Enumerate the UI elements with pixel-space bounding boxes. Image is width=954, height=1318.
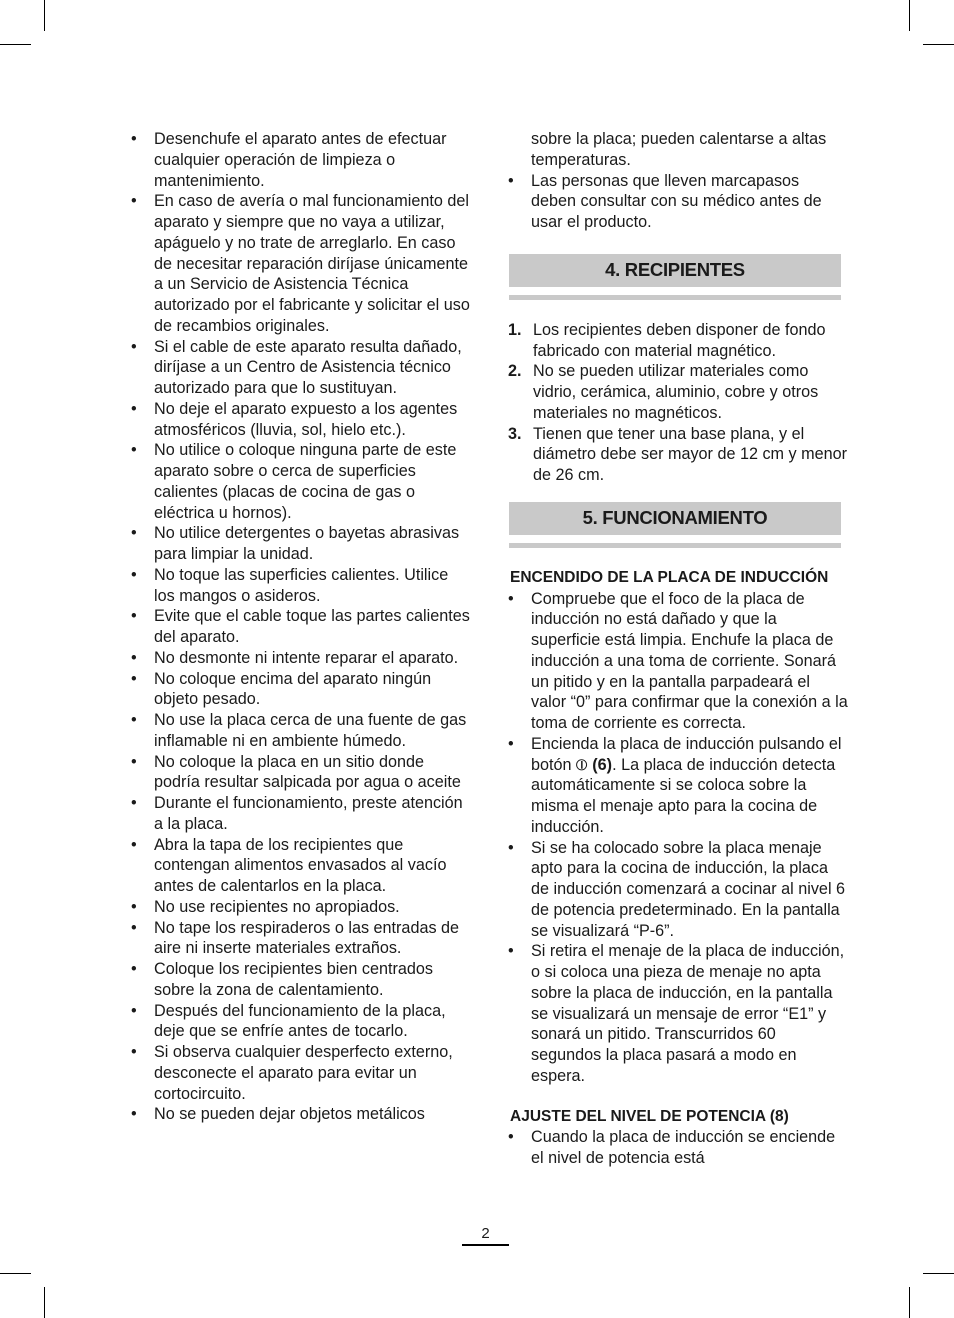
- list-item: • No desmonte ni intente reparar el aparato.: [131, 648, 459, 667]
- list-item: • Si observa cualquier desperfecto externo, desconecte el aparato para evitar un cortocircuito.: [131, 1043, 453, 1103]
- numbered-item: 2. No se pueden utilizar materiales como vidrio, cerámica, aluminio, cobre y otros materiales no magnéticos.: [508, 362, 819, 422]
- crop-mark-top-left-horizontal: [0, 44, 31, 45]
- list-item: • No use recipientes no apropiados.: [131, 897, 400, 916]
- list-item: • No toque las superficies calientes. Utilice los mangos o asideros.: [131, 565, 449, 605]
- left-column: [131, 129, 471, 1125]
- continued-text: sobre la placa; pueden calentarse a altas temperaturas.: [531, 130, 827, 169]
- list-item: • No use la placa cerca de una fuente de gas inflamable ni en ambiente húmedo.: [131, 711, 467, 750]
- list-item: • Si se ha colocado sobre la placa menaje apto para la cocina de inducción, la placa de inducción comenzará a cocinar al nivel 6 de potencia predeterminado. En la pantalla se visualizará “P-6”.: [508, 838, 846, 940]
- list-item: • No deje el aparato expuesto a los agentes atmosféricos (lluvia, sol, hielo etc.).: [131, 399, 458, 439]
- pacemaker-list: [508, 171, 848, 233]
- crop-mark-top-right-horizontal: [923, 44, 954, 45]
- list-item: • Desenchufe el aparato antes de efectuar cualquier operación de limpieza o mantenimiento.: [131, 130, 447, 190]
- subheading-encendido: ENCENDIDO DE LA PLACA DE INDUCCIÓN: [510, 568, 829, 586]
- safety-list: [131, 129, 471, 1125]
- crop-mark-bottom-right-horizontal: [923, 1273, 954, 1274]
- section-heading-recipientes: 4. RECIPIENTES: [509, 254, 841, 287]
- subheading-ajuste-potencia: AJUSTE DEL NIVEL DE POTENCIA (8): [510, 1107, 789, 1125]
- page-number-rule: [462, 1244, 509, 1246]
- list-item: • No utilice detergentes o bayetas abrasivas para limpiar la unidad.: [131, 524, 460, 563]
- list-item: • Si el cable de este aparato resulta dañado, diríjase a un Centro de Asistencia técnico autorizado para que lo sustituyan.: [131, 337, 462, 397]
- list-item: • Coloque los recipientes bien centrados sobre la zona de calentamiento.: [131, 960, 433, 999]
- power-icon: ⦶: [576, 755, 588, 774]
- crop-mark-bottom-left-horizontal: [0, 1273, 31, 1274]
- list-item: • Compruebe que el foco de la placa de inducción no está dañado y que la superficie está limpia. Enchufe la placa de inducción a una toma de corriente. Sonará un pitido y en la pantalla parpadeará el valor “0” para confirmar que la conexión a la toma de corriente es correcta.: [508, 589, 848, 732]
- numbered-item: 1. Los recipientes deben disponer de fondo fabricado con material magnético.: [508, 320, 826, 360]
- list-item: • No tape los respiraderos o las entradas de aire ni inserte materiales extraños.: [131, 918, 460, 958]
- list-item: • Abra la tapa de los recipientes que contengan alimentos envasados al vacío antes de calentarlos en la placa.: [131, 835, 447, 895]
- list-item: • Evite que el cable toque las partes calientes del aparato.: [131, 607, 470, 646]
- crop-mark-top-right-vertical: [909, 0, 910, 31]
- section-heading-funcionamiento: 5. FUNCIONAMIENTO: [509, 502, 841, 535]
- list-item: • Durante el funcionamiento, preste atención a la placa.: [131, 794, 463, 833]
- page-number: 2: [481, 1225, 490, 1242]
- list-item: • En caso de avería o mal funcionamiento del aparato y siempre que no vaya a utilizar, apáguelo y no trate de arreglarlo. En caso de necesitar reparación diríjase únicamente a un Servicio de Asistencia Técnica autorizado por el fabricante y solicitar el uso de recambios originales.: [131, 192, 470, 335]
- list-item: • No coloque encima del aparato ningún objeto pesado.: [131, 669, 432, 709]
- numbered-item: 3. Tienen que tener una base plana, y el diámetro debe ser mayor de 12 cm y menor de 26 cm.: [508, 424, 847, 484]
- ajuste-list: [508, 1127, 848, 1169]
- list-item: • No se pueden dejar objetos metálicos: [131, 1105, 425, 1124]
- button-reference: (6): [592, 755, 613, 774]
- list-item: • Si retira el menaje de la placa de inducción, o si coloca una pieza de menaje no apta sobre la placa de inducción, en la pantalla se visualizará un mensaje de error “E1” y sonará un pitido. Transcurridos 60 segundos la placa pasará a modo en espera.: [508, 942, 845, 1085]
- encendido-list: [508, 589, 848, 1087]
- list-item: • Encienda la placa de inducción pulsando el botón ⦶ (6). La placa de inducción detecta automáticamente si se coloca sobre la misma el menaje apto para la cocina de inducción.: [508, 734, 842, 836]
- right-column: [508, 129, 848, 1169]
- crop-mark-bottom-right-vertical: [909, 1287, 910, 1318]
- list-item: • No utilice o coloque ninguna parte de este aparato sobre o cerca de superficies calientes (placas de cocina de gas o eléctrica u hornos).: [131, 441, 457, 522]
- list-item: • Las personas que lleven marcapasos deben consultar con su médico antes de usar el producto.: [508, 171, 822, 231]
- list-item: • Cuando la placa de inducción se enciende el nivel de potencia está: [508, 1128, 836, 1167]
- recipientes-list: [508, 320, 848, 486]
- crop-mark-top-left-vertical: [44, 0, 45, 31]
- list-item: • No coloque la placa en un sitio donde podría resultar salpicada por agua o aceite: [131, 752, 461, 792]
- crop-mark-bottom-left-vertical: [44, 1287, 45, 1318]
- list-item: • Después del funcionamiento de la placa, deje que se enfríe antes de tocarlo.: [131, 1001, 446, 1041]
